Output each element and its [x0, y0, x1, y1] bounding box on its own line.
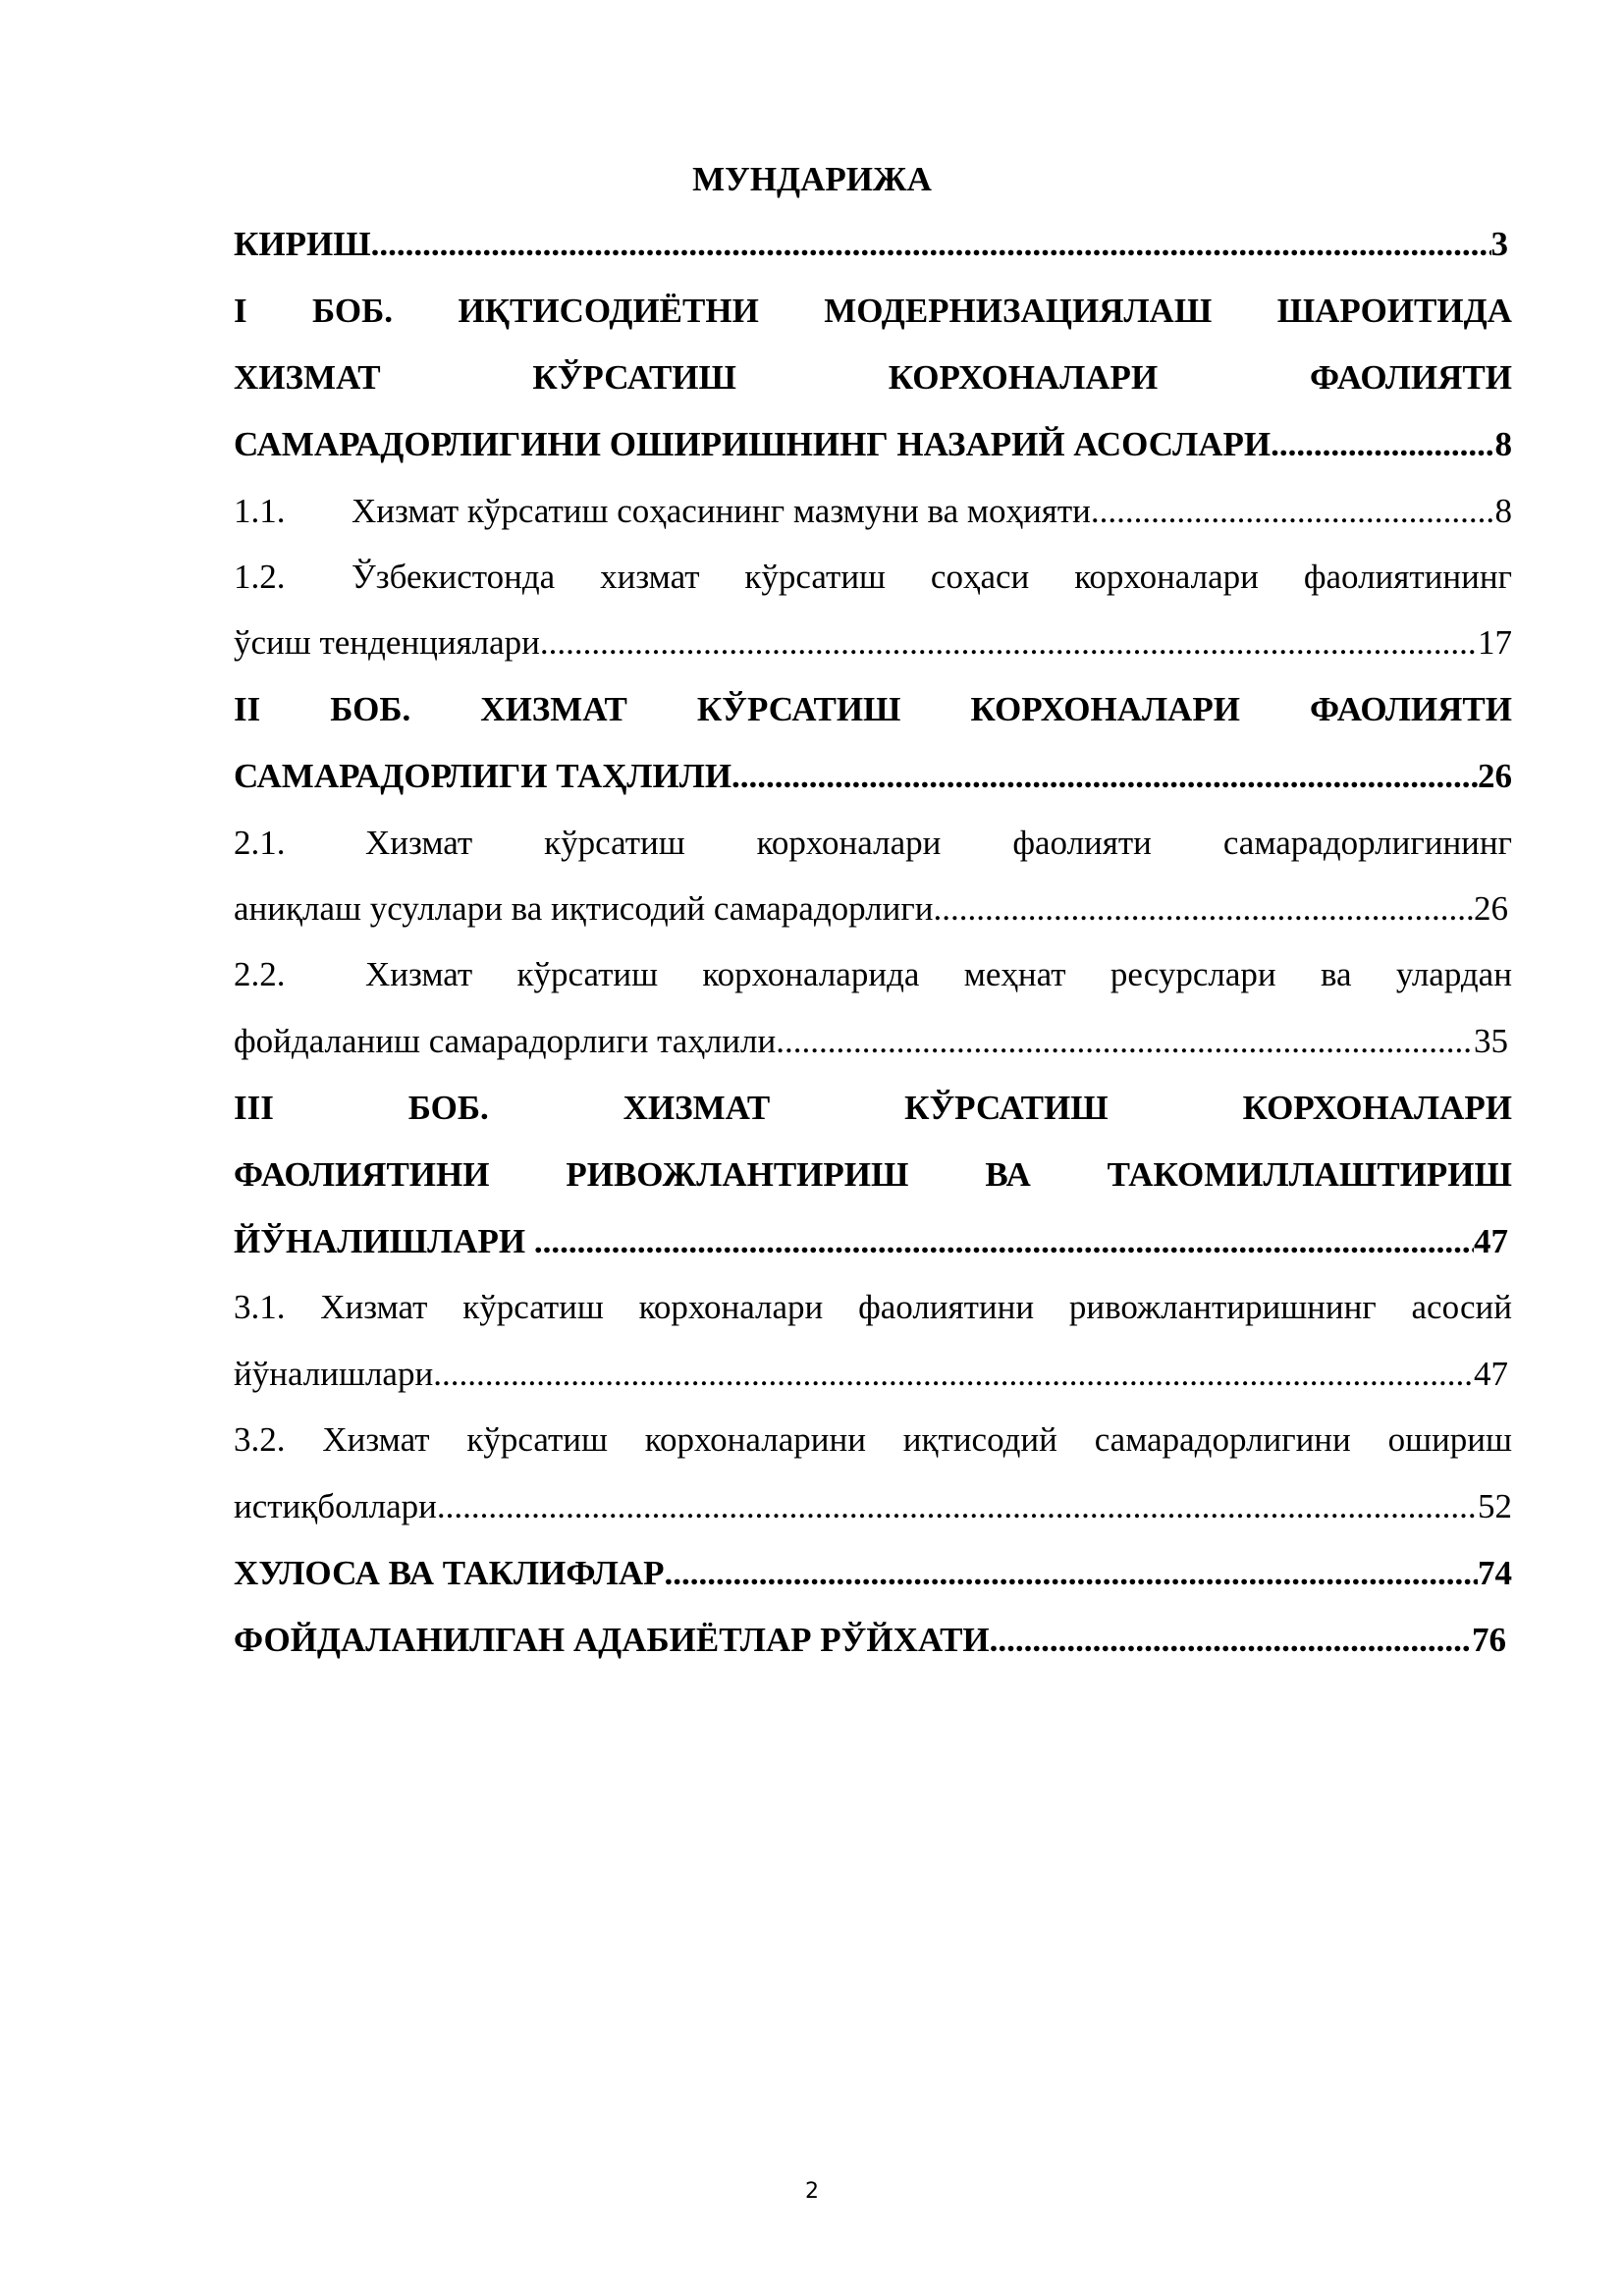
toc-word: корхоналарида — [702, 955, 920, 993]
toc-word: фаолиятини — [858, 1288, 1035, 1326]
toc-section-1-2-line-1[interactable] — [234, 553, 1512, 602]
toc-word: БОБ. — [330, 690, 411, 728]
toc-section-3-2-line-1[interactable] — [234, 1415, 1512, 1465]
toc-word: асосий — [1411, 1288, 1512, 1326]
toc-section-1-2-line-2[interactable] — [234, 618, 1512, 667]
toc-entry-title: истиқболлари — [234, 1487, 437, 1525]
toc-word: корхоналари — [756, 824, 942, 862]
toc-word: хизмат — [600, 558, 700, 596]
toc-page-number: 17 — [1478, 623, 1512, 662]
toc-section-number: 2.1. — [234, 824, 286, 862]
toc-page-number: 74 — [1478, 1554, 1512, 1592]
toc-word: ва — [1320, 955, 1352, 993]
page-number: 2 — [805, 2179, 819, 2204]
toc-chapter-1-line-1[interactable] — [234, 287, 1512, 336]
page-title: МУНДАРИЖА — [692, 160, 932, 198]
dot-leader — [433, 1350, 1474, 1399]
toc-section-2-2-line-1[interactable] — [234, 950, 1512, 999]
toc-section-2-1-line-1[interactable] — [234, 819, 1512, 868]
toc-word: самарадорлигини — [1094, 1420, 1351, 1459]
toc-word: Хизмат — [365, 955, 473, 993]
toc-word: ИҚТИСОДИЁТНИ — [458, 292, 759, 330]
toc-word: БОБ. — [312, 292, 394, 330]
dot-leader — [534, 1217, 1474, 1266]
toc-chapter-1-line-2[interactable] — [234, 353, 1512, 402]
dot-leader — [540, 618, 1478, 667]
toc-section-number: 2.2. — [234, 955, 286, 993]
toc-page-number: 47 — [1474, 1222, 1508, 1260]
toc-entry-title: ХУЛОСА ВА ТАКЛИФЛАР — [234, 1554, 665, 1592]
toc-entry-title: фойдаланиш самарадорлиги таҳлили — [234, 1022, 777, 1060]
toc-word: улардан — [1395, 955, 1512, 993]
dot-leader — [665, 1549, 1478, 1598]
toc-page-number: 3 — [1490, 225, 1508, 263]
toc-word: КЎРСАТИШ — [532, 358, 736, 397]
toc-word: III — [234, 1089, 274, 1127]
toc-word: КОРХОНАЛАРИ — [1242, 1089, 1512, 1127]
toc-word: ФАОЛИЯТИ — [1309, 690, 1512, 728]
toc-page-number: 8 — [1494, 425, 1512, 463]
toc-word: кўрсатиш — [462, 1288, 604, 1326]
toc-word: ХИЗМАТ — [623, 1089, 771, 1127]
toc-section-number: 3.1. — [234, 1288, 286, 1326]
toc-word: кўрсатиш — [544, 824, 685, 862]
toc-section-3-1-line-1[interactable] — [234, 1283, 1512, 1332]
toc-word: КЎРСАТИШ — [904, 1089, 1109, 1127]
toc-page-number: 26 — [1478, 757, 1512, 795]
toc-page-number: 35 — [1474, 1022, 1508, 1060]
toc-word: ривожлантиришнинг — [1068, 1288, 1377, 1326]
toc-word: ХИЗМАТ — [234, 358, 381, 397]
toc-section-number: 1.1. — [234, 492, 286, 530]
toc-word: МОДЕРНИЗАЦИЯЛАШ — [824, 292, 1213, 330]
toc-word: ФАОЛИЯТИНИ — [234, 1155, 490, 1194]
toc-word: КОРХОНАЛАРИ — [888, 358, 1159, 397]
dot-leader — [371, 220, 1491, 269]
dot-leader — [933, 884, 1474, 934]
toc-word: ТАКОМИЛЛАШТИРИШ — [1107, 1155, 1512, 1194]
toc-word: ХИЗМАТ — [480, 690, 627, 728]
toc-page-number: 26 — [1474, 889, 1508, 928]
toc-chapter-2-line-2[interactable] — [234, 752, 1512, 801]
dot-leader — [437, 1482, 1478, 1531]
toc-entry-title: йўналишлари — [234, 1355, 434, 1393]
dot-leader — [731, 752, 1478, 801]
toc-word: соҳаси — [930, 558, 1030, 596]
toc-chapter-3-line-2[interactable] — [234, 1150, 1512, 1200]
toc-word: ресурслари — [1110, 955, 1276, 993]
dot-leader — [1271, 420, 1494, 469]
toc-entry-title: ЙЎНАЛИШЛАРИ — [234, 1222, 534, 1260]
toc-word: фаолиятининг — [1303, 558, 1512, 596]
toc-section-number: 1.2. — [234, 558, 286, 596]
toc-word: меҳнат — [963, 955, 1066, 993]
toc-word: кўрсатиш — [744, 558, 886, 596]
toc-entry-title: САМАРАДОРЛИГИ ТАҲЛИЛИ — [234, 757, 732, 795]
toc-entry-intro[interactable] — [234, 220, 1508, 269]
toc-page-number: 52 — [1478, 1487, 1512, 1525]
toc-chapter-1-line-3[interactable] — [234, 420, 1512, 469]
toc-word: ШАРОИТИДА — [1276, 292, 1512, 330]
toc-entry-references[interactable] — [234, 1616, 1506, 1665]
toc-entry-title: аниқлаш усуллари ва иқтисодий самарадорлиги — [234, 889, 934, 928]
toc-entry-title: САМАРАДОРЛИГИНИ ОШИРИШНИНГ НАЗАРИЙ АСОСЛАРИ — [234, 425, 1272, 463]
toc-entry-conclusion[interactable] — [234, 1549, 1512, 1598]
toc-word: кўрсатиш — [516, 955, 659, 993]
toc-page-number: 76 — [1472, 1621, 1506, 1659]
toc-word: кўрсатиш — [466, 1420, 608, 1459]
toc-word: БОБ. — [407, 1089, 489, 1127]
toc-word: ФАОЛИЯТИ — [1309, 358, 1512, 397]
toc-section-2-1-line-2[interactable] — [234, 884, 1508, 934]
toc-entry-title: ўсиш тенденциялари — [234, 623, 540, 662]
toc-word: корхоналари — [1074, 558, 1259, 596]
toc-section-3-2-line-2[interactable] — [234, 1482, 1512, 1531]
toc-entry-title: КИРИШ — [234, 225, 371, 263]
dot-leader — [776, 1017, 1474, 1066]
toc-word: РИВОЖЛАНТИРИШ — [566, 1155, 909, 1194]
toc-section-3-1-line-2[interactable] — [234, 1350, 1508, 1399]
toc-section-1-1[interactable] — [234, 487, 1512, 536]
toc-word: I — [234, 292, 247, 330]
toc-word: Хизмат — [322, 1420, 430, 1459]
dot-leader — [1091, 487, 1495, 536]
toc-word: самарадорлигининг — [1222, 824, 1512, 862]
toc-word: иқтисодий — [902, 1420, 1057, 1459]
toc-word: ошириш — [1387, 1420, 1512, 1459]
toc-page-number: 8 — [1494, 492, 1512, 530]
toc-entry-title: ФОЙДАЛАНИЛГАН АДАБИЁТЛАР РЎЙХАТИ — [234, 1621, 990, 1659]
toc-word: ВА — [985, 1155, 1031, 1194]
toc-chapter-3-line-1[interactable] — [234, 1084, 1512, 1133]
toc-page-number: 47 — [1474, 1355, 1508, 1393]
toc-section-2-2-line-2[interactable] — [234, 1017, 1508, 1066]
toc-chapter-2-line-1[interactable] — [234, 685, 1512, 734]
toc-word: Хизмат — [320, 1288, 428, 1326]
dot-leader — [990, 1616, 1472, 1665]
toc-word: КЎРСАТИШ — [696, 690, 901, 728]
toc-section-number: 3.2. — [234, 1420, 286, 1459]
toc-entry-title: Хизмат кўрсатиш соҳасининг мазмуни ва моҳияти — [352, 492, 1091, 530]
toc-word: II — [234, 690, 261, 728]
toc-word: Хизмат — [365, 824, 473, 862]
toc-word: Ўзбекистонда — [352, 558, 556, 596]
toc-word: КОРХОНАЛАРИ — [970, 690, 1240, 728]
toc-word: корхоналарини — [644, 1420, 866, 1459]
toc-word: корхоналари — [638, 1288, 824, 1326]
toc-word: фаолияти — [1012, 824, 1152, 862]
toc-chapter-3-line-3[interactable] — [234, 1217, 1508, 1266]
